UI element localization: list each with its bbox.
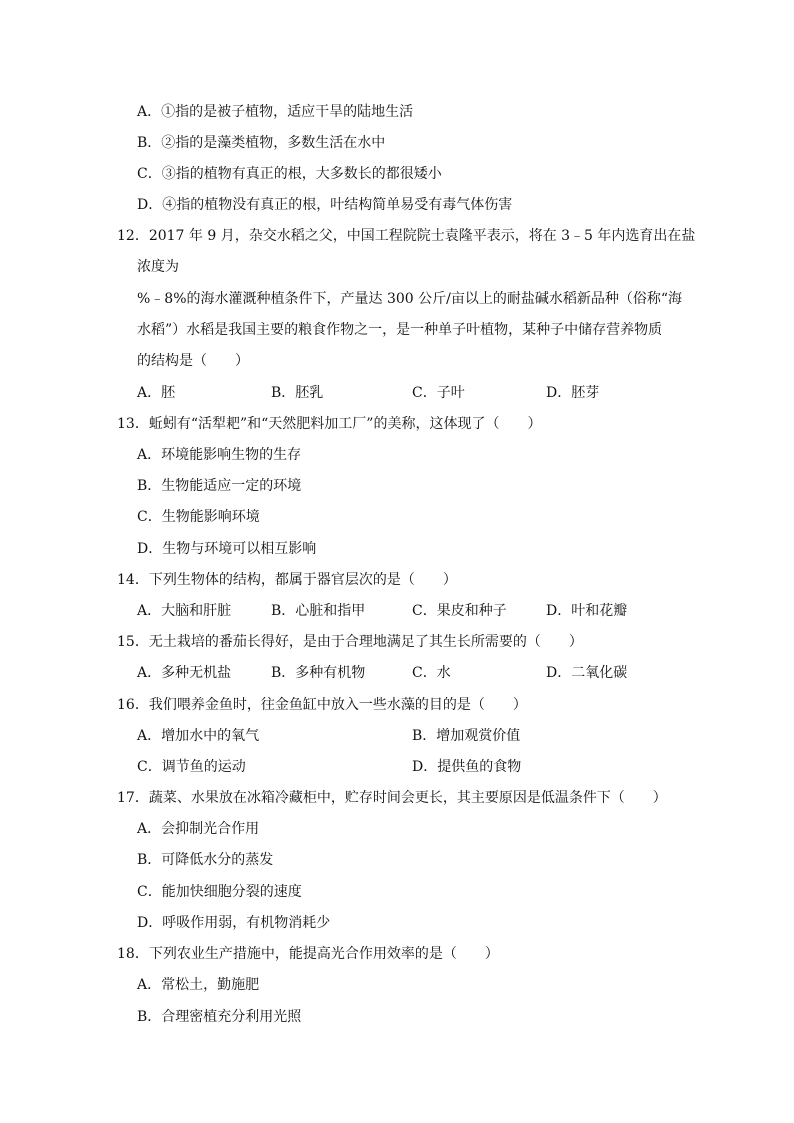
q14-option-a: A．大脑和肝脏 <box>137 603 232 619</box>
q13-option-d: D．生物与环境可以相互影响 <box>137 541 317 557</box>
q17-option-a: A．会抑制光合作用 <box>137 821 260 837</box>
q11-option-d: D．④指的植物没有真正的根，叶结构简单易受有毒气体伤害 <box>137 197 513 213</box>
q13-option-b: B．生物能适应一定的环境 <box>137 478 302 494</box>
q12-option-c: C．子叶 <box>412 385 465 401</box>
q16-option-c: C．调节鱼的运动 <box>137 759 246 775</box>
q12-option-a: A．胚 <box>137 385 176 401</box>
q12-stem-line-1: 12．2017 年 9 月，杂交水稻之父，中国工程院院士袁隆平表示，将在 3﹣5 年内选育出在盐 <box>117 228 696 244</box>
q18-option-b: B．合理密植充分利用光照 <box>137 1009 302 1025</box>
q17-option-c: C．能加快细胞分裂的速度 <box>137 884 302 900</box>
q13-stem: 13．蚯蚓有“活犁耙”和“天然肥料加工厂”的美称，这体现了（ ） <box>117 416 542 432</box>
q18-stem: 18．下列农业生产措施中，能提高光合作用效率的是（ ） <box>117 946 499 962</box>
q15-option-b: B．多种有机物 <box>271 665 366 681</box>
q11-option-c: C．③指的植物有真正的根，大多数长的都很矮小 <box>137 166 442 182</box>
q15-option-c: C．水 <box>412 665 451 681</box>
q16-option-d: D．提供鱼的食物 <box>412 759 522 775</box>
q15-option-a: A．多种无机盐 <box>137 665 232 681</box>
q15-option-d: D．二氧化碳 <box>546 665 628 681</box>
q11-option-a: A．①指的是被子植物，适应干旱的陆地生活 <box>137 104 414 120</box>
q12-stem-line-4: 水稻”）水稻是我国主要的粮食作物之一，是一种单子叶植物，某种子中储存营养物质 <box>137 322 663 338</box>
q12-stem-line-5: 的结构是（ ） <box>137 353 249 369</box>
q14-option-c: C．果皮和种子 <box>412 603 507 619</box>
q15-stem: 15．无土栽培的番茄长得好，是由于合理地满足了其生长所需要的（ ） <box>117 634 583 650</box>
q18-option-a: A．常松土，勤施肥 <box>137 977 260 993</box>
q12-stem-line-3: %﹣8%的海水灌溉种植条件下，产量达 300 公斤/亩以上的耐盐碱水稻新品种（俗称“海 <box>137 291 683 307</box>
q11-option-b: B．②指的是藻类植物，多数生活在水中 <box>137 135 386 151</box>
q16-stem: 16．我们喂养金鱼时，往金鱼缸中放入一些水藻的目的是（ ） <box>117 697 527 713</box>
q17-option-b: B．可降低水分的蒸发 <box>137 852 274 868</box>
q13-option-c: C．生物能影响环境 <box>137 509 260 525</box>
q12-option-b: B．胚乳 <box>271 385 324 401</box>
q17-option-d: D．呼吸作用弱，有机物消耗少 <box>137 915 331 931</box>
q16-option-b: B．增加观赏价值 <box>412 728 521 744</box>
q14-stem: 14．下列生物体的结构，都属于器官层次的是（ ） <box>117 572 457 588</box>
q16-option-a: A．增加水中的氧气 <box>137 728 260 744</box>
q14-option-b: B．心脏和指甲 <box>271 603 366 619</box>
q12-stem-line-2: 浓度为 <box>137 259 179 275</box>
q14-option-d: D．叶和花瓣 <box>546 603 628 619</box>
q13-option-a: A．环境能影响生物的生存 <box>137 447 302 463</box>
q17-stem: 17．蔬菜、水果放在冰箱冷藏柜中，贮存时间会更长，其主要原因是低温条件下（ ） <box>117 790 667 806</box>
q12-option-d: D．胚芽 <box>546 385 600 401</box>
